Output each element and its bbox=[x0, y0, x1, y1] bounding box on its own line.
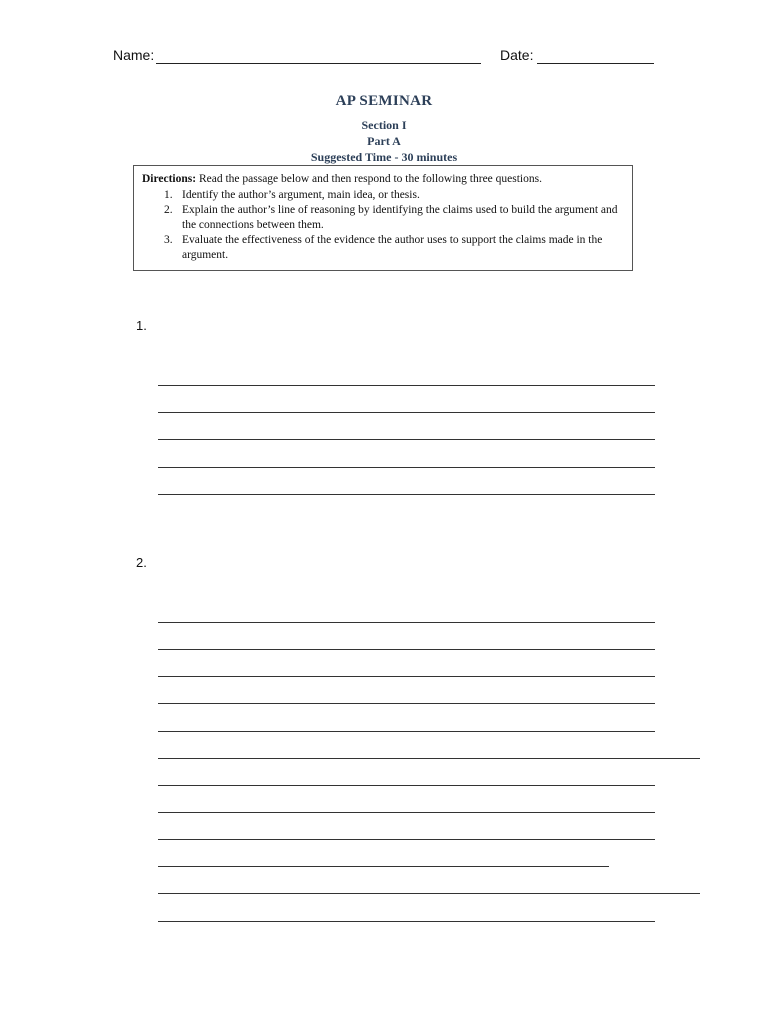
directions-item-text: Explain the author’s line of reasoning by identifying the claims used to build the argument and the connections between them. bbox=[182, 204, 618, 231]
question-1-number: 1. bbox=[136, 318, 147, 333]
part-label: Part A bbox=[367, 134, 401, 148]
answer-line[interactable] bbox=[158, 731, 655, 732]
answer-line[interactable] bbox=[158, 385, 655, 386]
directions-item bbox=[142, 233, 622, 263]
directions-item-number: 2. bbox=[164, 204, 173, 216]
answer-line[interactable] bbox=[158, 703, 655, 704]
answer-line[interactable] bbox=[158, 649, 655, 650]
directions-list bbox=[142, 188, 622, 263]
directions-box bbox=[133, 165, 633, 271]
answer-line[interactable] bbox=[158, 921, 655, 922]
answer-line[interactable] bbox=[158, 893, 700, 894]
directions-intro-text: Read the passage below and then respond to the following three questions. bbox=[196, 173, 542, 185]
date-field-line[interactable] bbox=[537, 63, 654, 64]
directions-item bbox=[142, 188, 622, 203]
answer-line[interactable] bbox=[158, 676, 655, 677]
answer-line[interactable] bbox=[158, 866, 609, 867]
student-info-row bbox=[113, 44, 673, 68]
answer-line[interactable] bbox=[158, 622, 655, 623]
question-2-number: 2. bbox=[136, 555, 147, 570]
answer-line[interactable] bbox=[158, 812, 655, 813]
directions-item bbox=[142, 203, 622, 233]
page-title: AP SEMINAR bbox=[335, 93, 433, 109]
directions-item-text: Identify the author’s argument, main idea, or thesis. bbox=[182, 189, 420, 201]
date-label: Date: bbox=[500, 47, 534, 63]
directions-item-number: 1. bbox=[164, 189, 173, 201]
directions-item-number: 3. bbox=[164, 234, 173, 246]
directions-item-text: Evaluate the effectiveness of the evidence the author uses to support the claims made in the argument. bbox=[182, 234, 603, 261]
directions-label: Directions: bbox=[142, 173, 197, 185]
title-block bbox=[0, 90, 768, 165]
answer-line[interactable] bbox=[158, 439, 655, 440]
name-label: Name: bbox=[113, 47, 155, 63]
answer-line[interactable] bbox=[158, 467, 655, 468]
suggested-time-label: Suggested Time - 30 minutes bbox=[310, 150, 458, 164]
answer-line[interactable] bbox=[158, 785, 655, 786]
answer-line[interactable] bbox=[158, 839, 655, 840]
answer-line[interactable] bbox=[158, 412, 655, 413]
answer-line[interactable] bbox=[158, 494, 655, 495]
directions-intro bbox=[142, 172, 622, 187]
name-field-line[interactable] bbox=[156, 63, 481, 64]
section-label: Section I bbox=[361, 118, 407, 132]
answer-line[interactable] bbox=[158, 758, 700, 759]
